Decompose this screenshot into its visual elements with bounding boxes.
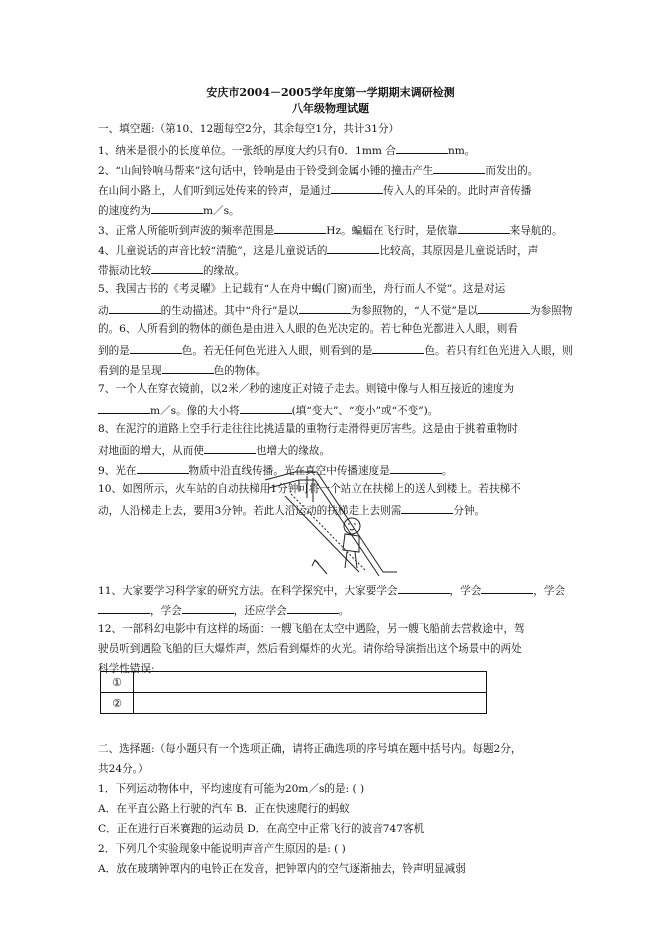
answer-table: [100, 671, 487, 714]
question-line: [98, 603, 349, 618]
question-line: [98, 303, 572, 318]
exam-title: 安庆市2004－2005学年度第一学期期末调研检测: [206, 86, 455, 99]
line-text: 分钟。: [453, 505, 486, 517]
line-text: 4、儿童说话的声音比较“清脆”，这是儿童说话的: [98, 245, 328, 257]
line-text: 来导航的。: [509, 225, 563, 237]
line-text: 11、大家要学习科学家的研究方法。在科学探究中，大家要学会: [98, 585, 398, 597]
line-text: 。: [441, 465, 453, 477]
table-row: [101, 693, 487, 714]
line-text: 5、我国古书的《考灵曜》上记载有“人在舟中蝎(门窗)而坐，舟行而人不觉”。这是对运: [98, 283, 506, 295]
line-text: 9、光在: [98, 465, 137, 477]
line-text: 2、“山间铃响马帮来”这句话中，铃响是由于铃受到金属小锤的撞击产生: [98, 165, 434, 177]
fill-blank[interactable]: [327, 243, 379, 254]
line-text: 色。若无任何色光进入人眼，则看到的是: [181, 345, 373, 357]
line-text: 1、纳米是很小的长度单位。一张纸的厚度大约只有0．1mm 合: [98, 145, 396, 157]
fill-blank[interactable]: [478, 303, 530, 314]
line-text: 科学性错误:: [98, 663, 155, 675]
line-text: 2．下列几个实验现象中能说明声音产生原因的是: ( ): [98, 843, 346, 855]
fill-blank[interactable]: [372, 343, 424, 354]
fill-blank[interactable]: [401, 503, 453, 514]
line-text: ，学会: [150, 605, 182, 617]
question-line: [98, 383, 514, 396]
fill-blank[interactable]: [240, 403, 292, 414]
table-row: [101, 672, 487, 693]
line-text: C．正在进行百米赛跑的运动员 D．在高空中正常飞行的波音747客机: [98, 823, 425, 835]
line-text: m／s。: [202, 205, 240, 217]
fill-blank[interactable]: [299, 303, 351, 314]
question-line: [98, 743, 521, 756]
fill-blank[interactable]: [458, 223, 510, 234]
line-text: 。: [338, 605, 350, 617]
line-text: 看到的是呈现: [98, 365, 162, 377]
line-text: m／s。像的大小将: [150, 405, 240, 417]
fill-blank[interactable]: [398, 583, 450, 594]
line-text: 的。6、人所看到的物体的颜色是由进入人眼的色光决定的。若七种色光都进入人眼，则看: [98, 323, 518, 335]
fill-blank[interactable]: [274, 223, 326, 234]
line-text: 也增大的缘故。: [255, 445, 331, 457]
line-text: 而发出的。: [485, 165, 539, 177]
question-line: [98, 203, 240, 218]
answer-cell[interactable]: [134, 693, 487, 714]
question-line: [98, 143, 475, 158]
line-text: 动，人沿梯走上去，要用3分钟。若此人沿运动的扶梯走上去则需: [98, 505, 402, 517]
question-line: [98, 123, 399, 136]
line-text: 为参照物的，“人不觉”是以: [350, 305, 478, 317]
question-line: [98, 823, 424, 836]
line-text: 带振动比较: [98, 265, 151, 277]
answer-cell[interactable]: [134, 672, 487, 693]
fill-blank[interactable]: [396, 143, 448, 154]
line-text: Hz。蝙蝠在飞行时，是依靠: [326, 225, 458, 237]
question-line: [98, 643, 522, 656]
line-text: 动: [98, 305, 109, 317]
line-text: 对地面的增大，从而使: [98, 445, 204, 457]
question-line: [98, 783, 364, 796]
fill-blank[interactable]: [162, 363, 214, 374]
line-text: 1．下列运动物体中，平均速度有可能为20m／s的是: ( ): [98, 783, 365, 795]
line-text: 的速度约为: [98, 205, 151, 217]
question-line: [98, 343, 573, 358]
line-text: 8、在泥泞的道路上空手行走往往比挑适量的重物行走滑得更厉害些。这是由于挑着重物时: [98, 423, 518, 435]
line-text: 在山间小路上，人们听到远处传来的铃声，是通过: [98, 185, 332, 197]
line-text: 的生动描述。其中“舟行”是以: [160, 305, 299, 317]
line-text: nm。: [447, 145, 476, 157]
line-text: (填“变大”、“变小”或“不变”)。: [291, 405, 439, 417]
fill-blank[interactable]: [287, 603, 339, 614]
question-line: [98, 863, 466, 876]
line-text: A．放在玻璃钟罩内的电铃正在发音，把钟罩内的空气逐渐抽去，铃声明显减弱: [98, 863, 466, 875]
question-line: [98, 183, 531, 198]
fill-blank[interactable]: [204, 443, 256, 454]
line-text: 的缘故。: [202, 265, 246, 277]
question-line: [98, 843, 346, 856]
fill-blank[interactable]: [98, 403, 150, 414]
fill-blank[interactable]: [98, 603, 150, 614]
fill-blank[interactable]: [481, 583, 533, 594]
fill-blank[interactable]: [151, 203, 203, 214]
fill-blank[interactable]: [151, 263, 203, 274]
question-line: [98, 803, 350, 816]
question-line: [98, 263, 245, 278]
line-text: 一、填空题:（第10、12题每空2分，其余每空1分，共计31分）: [98, 123, 400, 135]
line-text: 到的是: [98, 345, 130, 357]
line-text: 比较高，其原因是儿童说话时，声: [379, 245, 539, 257]
line-text: 3、正常人所能听到声波的频率范围是: [98, 225, 275, 237]
row-mark: ①: [101, 672, 134, 693]
fill-blank[interactable]: [109, 303, 161, 314]
question-line: [98, 623, 525, 636]
line-text: 驶员听到遇险飞船的巨大爆炸声，然后看到爆炸的火光。请你给导演指出这个场景中的两处: [98, 643, 522, 655]
line-text: 物质中沿直线传播。光在真空中传播速度是: [188, 465, 390, 477]
question-line: [98, 243, 538, 258]
line-text: 为参照物: [529, 305, 573, 317]
fill-blank[interactable]: [182, 603, 234, 614]
question-line: [98, 443, 330, 458]
line-text: 二、选择题:（每小题只有一个选项正确，请将正确选项的序号填在题中括号内。每题2分，: [98, 743, 522, 755]
line-text: 色的物体。: [213, 365, 267, 377]
question-line: [98, 423, 518, 436]
question-line: [98, 583, 565, 598]
line-text: ，学会: [449, 585, 482, 597]
escalator-figure: [255, 468, 405, 580]
question-line: [98, 763, 149, 776]
line-text: ，还应学会: [233, 605, 287, 617]
question-line: [98, 283, 505, 296]
question-line: [98, 163, 538, 178]
question-line: [98, 323, 518, 336]
line-text: 色。若只有红色光进入人眼，则: [424, 345, 573, 357]
fill-blank[interactable]: [137, 463, 189, 474]
question-line: [98, 223, 563, 238]
line-text: 7、一个人在穿衣镜前，以2米／秒的速度正对镜子走去。则镜中像与人相互接近的速度为: [98, 383, 515, 395]
line-text: 12、一部科幻电影中有这样的场面：一艘飞船在太空中遇险，另一艘飞船前去营救途中，驾: [98, 623, 525, 635]
question-line: [98, 363, 267, 378]
line-text: 共24分。）: [98, 763, 149, 775]
fill-blank[interactable]: [130, 343, 182, 354]
line-text: A．在平直公路上行驶的汽车 B．正在快速爬行的蚂蚁: [98, 803, 350, 815]
fill-blank[interactable]: [331, 183, 383, 194]
line-text: 10、如图所示，火车站的自动扶梯用1分钟可将一个站立在扶梯上的送人到楼上。若扶梯不: [98, 483, 521, 495]
exam-subtitle: 八年级物理试题: [292, 102, 369, 115]
row-mark: ②: [101, 693, 134, 714]
line-text: ，学会: [533, 585, 566, 597]
question-line: [98, 403, 438, 418]
fill-blank[interactable]: [433, 163, 485, 174]
line-text: 传入人的耳朵的。此时声音传播: [383, 185, 532, 197]
